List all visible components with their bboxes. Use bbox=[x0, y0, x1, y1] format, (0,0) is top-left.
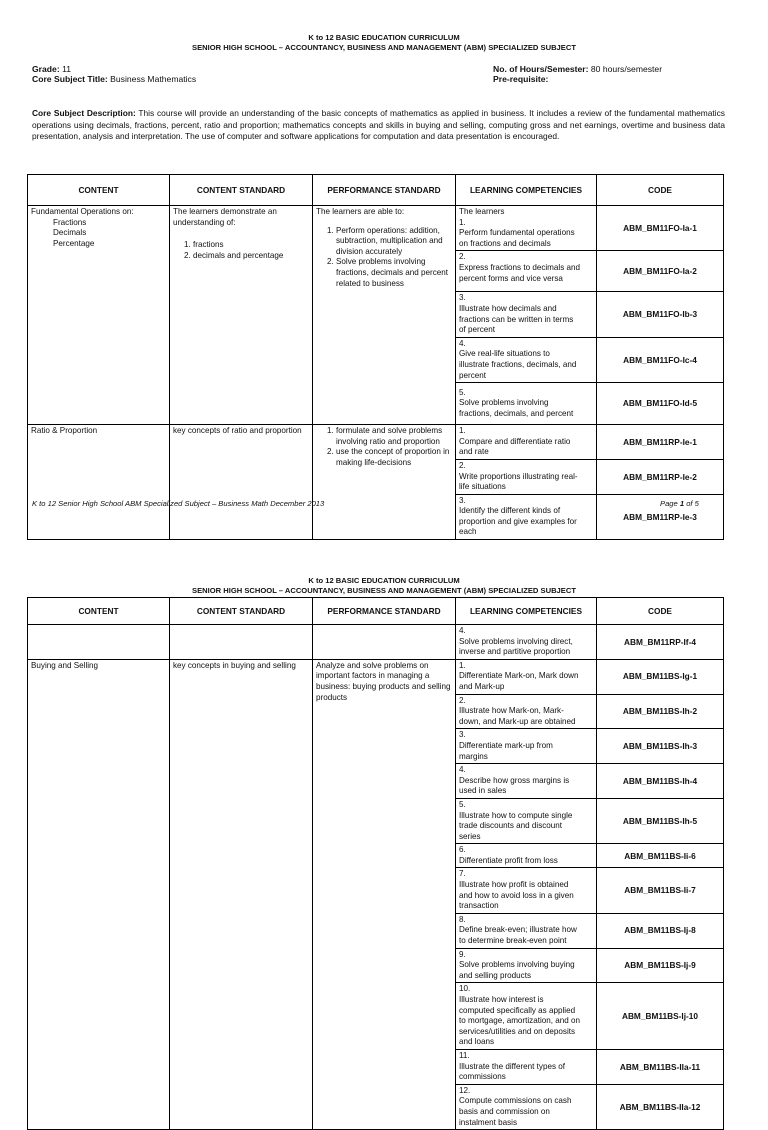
competency-cell bbox=[456, 206, 597, 251]
standard-cell-fo bbox=[170, 206, 313, 425]
standard-cell-bs bbox=[170, 659, 313, 1129]
competency-text: Solve problems involving buying and selling products bbox=[459, 960, 575, 980]
code-cell: ABM_BM11BS-Ij-9 bbox=[597, 948, 724, 983]
performance-list bbox=[316, 426, 452, 468]
competency-text: Illustrate how to compute single trade discounts and discount series bbox=[459, 810, 573, 841]
code-cell: ABM_BM11BS-Ij-10 bbox=[597, 983, 724, 1050]
competency-text: Identify the different kinds of proportion and give examples for each bbox=[459, 506, 577, 537]
competency-number: 2. bbox=[459, 695, 466, 705]
competency-cell bbox=[456, 729, 597, 764]
description-label: Core Subject Description: bbox=[32, 108, 136, 118]
performance-cell-bs bbox=[313, 659, 456, 1129]
competency-text: Express fractions to decimals and percent forms and vice versa bbox=[459, 262, 581, 283]
competency-number: 3. bbox=[459, 495, 466, 505]
competency-number: 6. bbox=[459, 845, 466, 855]
competency-text: Differentiate mark-up from margins bbox=[459, 740, 553, 761]
code-cell: ABM_BM11RP-Ie-1 bbox=[597, 425, 724, 460]
content-cell-empty bbox=[28, 625, 170, 660]
competency-cell bbox=[456, 913, 597, 948]
competency-cell bbox=[456, 337, 597, 382]
competency-number: 2. bbox=[459, 252, 466, 262]
list-item: 2. use the concept of proportion in making life-decisions bbox=[336, 447, 452, 468]
competency-number: 1. bbox=[459, 660, 466, 670]
competency-cell bbox=[456, 251, 597, 292]
standard-text: key concepts in buying and selling bbox=[173, 660, 296, 670]
col-header-code: CODE bbox=[597, 598, 724, 625]
description-text: This course will provide an understanding of the basic concepts of mathematics as applied in business. It includes a review of the fundamental mathematics operations using decimals, fractions, percent, ratio and proportion; mathematics concepts and skills in buying and selling, computing gross and net earnings, overtime and business data presentation, analysis and interpretation. The use of computer and software applications for computation and data presentation is encouraged. bbox=[32, 108, 725, 142]
competency-number: 4. bbox=[459, 626, 466, 635]
competency-text: Illustrate the different types of commissions bbox=[459, 1061, 566, 1082]
table-row bbox=[28, 206, 724, 251]
standard-intro: The learners demonstrate an understanding of: bbox=[173, 207, 277, 227]
table-row bbox=[28, 659, 724, 694]
standard-text: key concepts of ratio and proportion bbox=[173, 426, 302, 436]
col-header-learning-competencies: LEARNING COMPETENCIES bbox=[456, 598, 597, 625]
competency-cell bbox=[456, 1049, 597, 1084]
page-num: 1 bbox=[679, 499, 685, 508]
competency-text: Illustrate how Mark-on, Mark-down, and Mark-up are obtained bbox=[459, 706, 576, 726]
col-header-content: CONTENT bbox=[28, 598, 170, 625]
competency-cell bbox=[456, 625, 597, 660]
list-item: 1. fractions bbox=[193, 240, 309, 251]
standard-cell-empty bbox=[170, 625, 313, 660]
competency-cell bbox=[456, 494, 597, 539]
code-cell: ABM_BM11RP-Ie-2 bbox=[597, 459, 724, 494]
competency-number: 1. bbox=[459, 426, 466, 436]
list-item: 1. Perform operations: addition, subtraction, multiplication and division accurately bbox=[336, 226, 452, 258]
page-number bbox=[660, 499, 699, 508]
code-cell: ABM_BM11RP-If-4 bbox=[597, 625, 724, 660]
code-cell: ABM_BM11BS-Ih-5 bbox=[597, 798, 724, 843]
curriculum-table-page-1 bbox=[27, 174, 724, 540]
competency-text: Solve problems involving direct, inverse and partitive proportion bbox=[459, 636, 573, 657]
performance-intro: The learners are able to: bbox=[316, 207, 405, 216]
competency-number: 12. bbox=[459, 1085, 471, 1095]
code-cell: ABM_BM11BS-Ih-3 bbox=[597, 729, 724, 764]
subject-value: Business Mathematics bbox=[110, 74, 197, 84]
competency-number: 2. bbox=[459, 460, 466, 470]
competency-cell bbox=[456, 798, 597, 843]
performance-cell-empty bbox=[313, 625, 456, 660]
code-cell: ABM_BM11BS-Ih-4 bbox=[597, 764, 724, 799]
competency-text: Illustrate how profit is obtained and how to avoid loss in a given transaction bbox=[459, 880, 574, 911]
grade-label: Grade: bbox=[32, 64, 60, 74]
competency-text: Differentiate profit from loss bbox=[459, 855, 558, 865]
competency-text: Perform fundamental operations on fractions and decimals bbox=[459, 228, 575, 248]
competency-number: 5. bbox=[459, 387, 466, 397]
col-header-learning-competencies: LEARNING COMPETENCIES bbox=[456, 175, 597, 206]
content-title: Fundamental Operations on: bbox=[31, 207, 134, 216]
col-header-performance-standard: PERFORMANCE STANDARD bbox=[313, 175, 456, 206]
table-header-row bbox=[28, 598, 724, 625]
curriculum-subtitle-2: SENIOR HIGH SCHOOL – ACCOUNTANCY, BUSINESS AND MANAGEMENT (ABM) SPECIALIZED SUBJECT bbox=[192, 586, 576, 595]
content-cell-rp bbox=[28, 425, 170, 540]
table-header-row bbox=[28, 175, 724, 206]
standard-cell-rp bbox=[170, 425, 313, 540]
col-header-content: CONTENT bbox=[28, 175, 170, 206]
code-cell: ABM_BM11FO-Ia-1 bbox=[597, 206, 724, 251]
competency-number: 7. bbox=[459, 869, 466, 879]
competency-text: Illustrate how decimals and fractions can be written in terms of percent bbox=[459, 303, 574, 335]
col-header-code: CODE bbox=[597, 175, 724, 206]
content-item: Percentage bbox=[53, 238, 95, 248]
competency-text: Solve problems involving fractions, decimals, and percent bbox=[459, 398, 574, 418]
competency-text: Compute commissions on cash basis and commission on instalment basis bbox=[459, 1096, 572, 1127]
performance-list bbox=[316, 226, 452, 290]
curriculum-title-2: K to 12 BASIC EDUCATION CURRICULUM bbox=[308, 576, 460, 585]
subject-description bbox=[32, 108, 725, 143]
code-cell: ABM_BM11RP-Ie-3 bbox=[597, 494, 724, 539]
content-cell-bs bbox=[28, 659, 170, 1129]
code-cell: ABM_BM11FO-Ib-3 bbox=[597, 292, 724, 337]
competency-number: 10. bbox=[459, 984, 471, 994]
footer-text: K to 12 Senior High School ABM Specialized Subject – Business Math December 2013 bbox=[32, 499, 325, 508]
competency-number: 3. bbox=[459, 293, 466, 303]
content-cell-fo bbox=[28, 206, 170, 425]
prereq-label: Pre-requisite: bbox=[493, 74, 549, 84]
competency-number: 3. bbox=[459, 730, 466, 740]
competency-cell bbox=[456, 948, 597, 983]
content-title: Buying and Selling bbox=[31, 660, 99, 670]
page-suffix: of 5 bbox=[684, 499, 699, 508]
competency-cell bbox=[456, 694, 597, 729]
code-cell: ABM_BM11BS-Ig-1 bbox=[597, 659, 724, 694]
competency-cell bbox=[456, 764, 597, 799]
competency-text: Compare and differentiate ratio and rate bbox=[459, 436, 571, 457]
list-item: 2. decimals and percentage bbox=[193, 251, 309, 262]
competency-cell bbox=[456, 844, 597, 868]
competency-number: 4. bbox=[459, 338, 466, 348]
competency-number: 1. bbox=[459, 217, 466, 227]
page-prefix: Page bbox=[660, 499, 680, 508]
competency-number: 11. bbox=[459, 1050, 470, 1060]
competency-text: Illustrate how interest is computed specifically as applied to mortgage, amortization, and on services/utilities and on deposits and loans bbox=[459, 995, 581, 1047]
competency-cell bbox=[456, 292, 597, 337]
table-row bbox=[28, 625, 724, 660]
list-item: 1. formulate and solve problems involving ratio and proportion bbox=[336, 426, 452, 447]
competency-number: 4. bbox=[459, 765, 466, 775]
code-cell: ABM_BM11BS-Ii-7 bbox=[597, 868, 724, 913]
competency-cell bbox=[456, 383, 597, 425]
hours-label: No. of Hours/Semester: bbox=[493, 64, 589, 74]
col-header-content-standard: CONTENT STANDARD bbox=[170, 598, 313, 625]
content-item: Fractions bbox=[53, 217, 87, 227]
competency-text: Give real-life situations to illustrate fractions, decimals, and percent bbox=[459, 349, 577, 380]
list-item: 2. Solve problems involving fractions, decimals and percent related to business bbox=[336, 257, 452, 289]
code-cell: ABM_BM11BS-Ih-2 bbox=[597, 694, 724, 729]
content-title: Ratio & Proportion bbox=[31, 426, 98, 436]
table-row bbox=[28, 425, 724, 460]
code-cell: ABM_BM11BS-Ij-8 bbox=[597, 913, 724, 948]
performance-cell-fo bbox=[313, 206, 456, 425]
competency-intro: The learners bbox=[459, 207, 505, 216]
col-header-content-standard: CONTENT STANDARD bbox=[170, 175, 313, 206]
subject-row bbox=[32, 74, 196, 85]
code-cell: ABM_BM11BS-IIa-12 bbox=[597, 1084, 724, 1129]
curriculum-table-page-2 bbox=[27, 597, 724, 1130]
code-cell: ABM_BM11BS-IIa-11 bbox=[597, 1049, 724, 1084]
performance-cell-rp bbox=[313, 425, 456, 540]
curriculum-title: K to 12 BASIC EDUCATION CURRICULUM bbox=[308, 33, 460, 42]
competency-text: Write proportions illustrating real-life situations bbox=[459, 471, 578, 492]
competency-cell bbox=[456, 868, 597, 913]
standard-list bbox=[173, 240, 309, 261]
competency-number: 9. bbox=[459, 949, 466, 959]
code-cell: ABM_BM11FO-Ia-2 bbox=[597, 251, 724, 292]
col-header-performance-standard: PERFORMANCE STANDARD bbox=[313, 598, 456, 625]
code-cell: ABM_BM11FO-Ic-4 bbox=[597, 337, 724, 382]
code-cell: ABM_BM11BS-Ii-6 bbox=[597, 844, 724, 868]
competency-cell bbox=[456, 1084, 597, 1129]
content-item: Decimals bbox=[53, 228, 87, 238]
competency-text: Differentiate Mark-on, Mark down and Mark-up bbox=[459, 671, 579, 691]
curriculum-subtitle: SENIOR HIGH SCHOOL – ACCOUNTANCY, BUSINESS AND MANAGEMENT (ABM) SPECIALIZED SUBJECT bbox=[192, 43, 576, 52]
prereq-row bbox=[493, 74, 548, 85]
competency-number: 8. bbox=[459, 914, 466, 924]
competency-text: Define break-even; illustrate how to determine break-even point bbox=[459, 925, 577, 946]
grade-value: 11 bbox=[62, 64, 72, 74]
competency-cell bbox=[456, 983, 597, 1050]
performance-text: Analyze and solve problems on important factors in managing a business: buying products and selling products bbox=[316, 660, 451, 702]
competency-cell bbox=[456, 659, 597, 694]
hours-value: 80 hours/semester bbox=[590, 64, 663, 74]
subject-label: Core Subject Title: bbox=[32, 74, 108, 84]
competency-cell bbox=[456, 425, 597, 460]
competency-text: Describe how gross margins is used in sales bbox=[459, 775, 570, 796]
competency-cell bbox=[456, 459, 597, 494]
competency-number: 5. bbox=[459, 799, 466, 809]
code-cell: ABM_BM11FO-Id-5 bbox=[597, 383, 724, 425]
